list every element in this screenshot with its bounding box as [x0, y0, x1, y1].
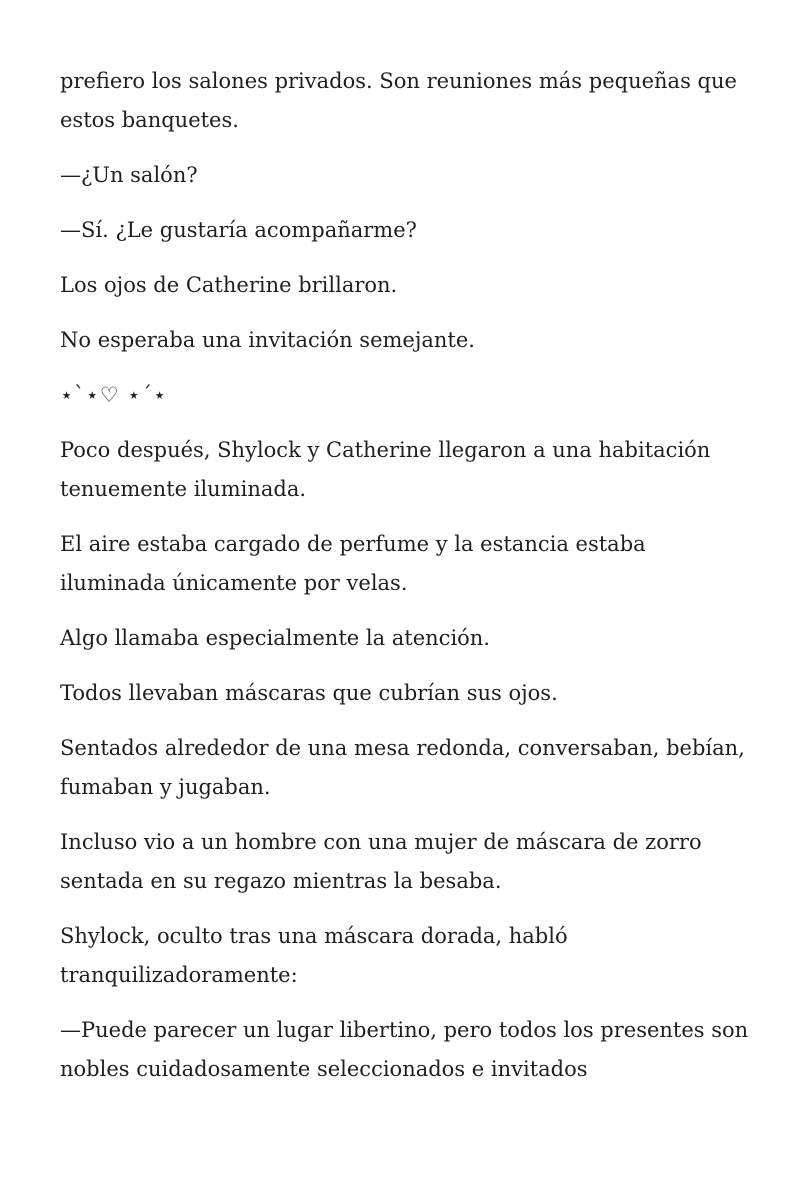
dialogue-line: —Sí. ¿Le gustaría acompañarme? [60, 218, 417, 242]
paragraph: Shylock, oculto tras una máscara dorada, habló tranquilizadoramente: [60, 924, 568, 987]
reading-page [60, 62, 750, 1105]
paragraph: Los ojos de Catherine brillaron. [60, 273, 398, 297]
paragraph: Todos llevaban máscaras que cubrían sus ojos. [60, 681, 558, 705]
paragraph: Poco después, Shylock y Catherine llegaron a una habitación tenuemente iluminada. [60, 438, 711, 501]
paragraph: Algo llamaba especialmente la atención. [60, 626, 491, 650]
paragraph: El aire estaba cargado de perfume y la estancia estaba iluminada únicamente por velas. [60, 532, 646, 595]
paragraph: prefiero los salones privados. Son reuniones más pequeñas que estos banquetes. [60, 69, 737, 132]
paragraph: Sentados alrededor de una mesa redonda, conversaban, bebían, fumaban y jugaban. [60, 736, 745, 799]
dialogue-line: —¿Un salón? [60, 163, 198, 187]
paragraph: Incluso vio a un hombre con una mujer de máscara de zorro sentada en su regazo mientras la besaba. [60, 830, 702, 893]
paragraph: No esperaba una invitación semejante. [60, 328, 475, 352]
scene-divider: ⋆`⋆♡ ⋆´⋆ [60, 383, 168, 407]
dialogue-line: —Puede parecer un lugar libertino, pero todos los presentes son nobles cuidadosamente seleccionados e invitados [60, 1018, 749, 1081]
